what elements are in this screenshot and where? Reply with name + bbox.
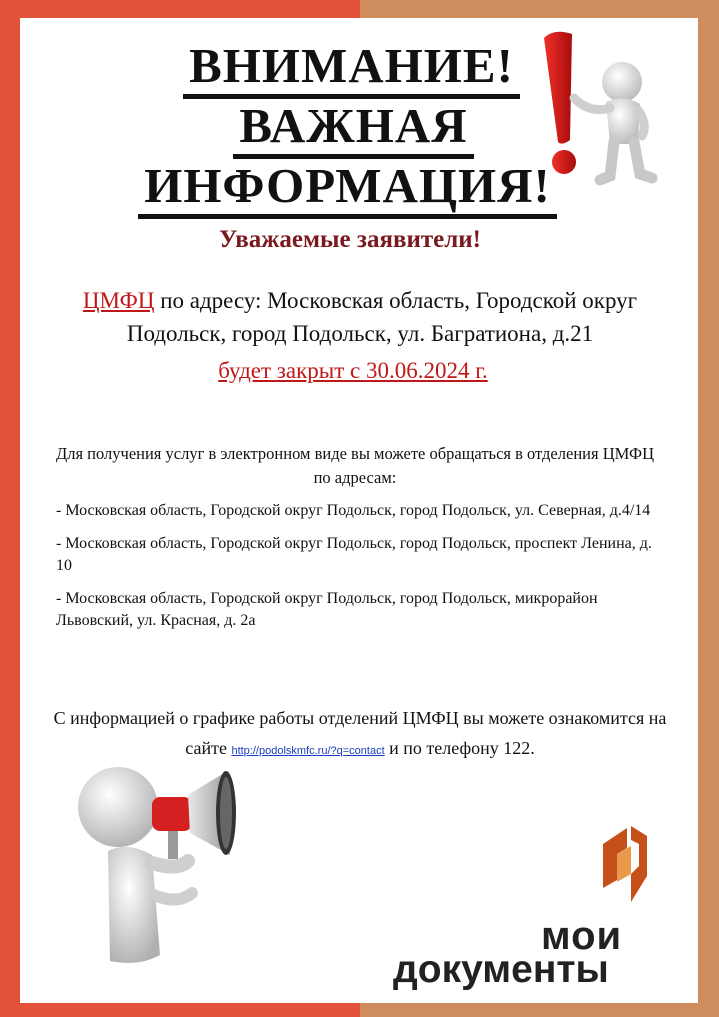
logo-text-moi: мои: [541, 914, 623, 958]
exclamation-figure-icon: [540, 24, 670, 194]
brand-mark-icon: [597, 824, 653, 904]
headline-text-3: ИНФОРМАЦИЯ!: [138, 160, 557, 219]
address-text: по адресу: Московская область, Городской округ Подольск, город Подольск, ул. Багратиона, д.21: [126, 288, 638, 346]
headline-text-2: ВАЖНАЯ: [233, 100, 473, 159]
list-item: - Московская область, Городской округ Подольск, город Подольск, ул. Северная, д.4/14: [56, 502, 651, 519]
contact-phone-text: и по телефону 122.: [384, 738, 535, 758]
org-name: ЦМФЦ: [82, 288, 155, 313]
contact-text: С информацией о графике работы отделений ЦМФЦ вы можете ознакомится на сайте: [53, 708, 667, 758]
megaphone-figure-icon: [68, 755, 258, 1000]
contact-link[interactable]: http://podolskmfc.ru/?q=contact: [231, 745, 385, 757]
closure-notice: [0, 358, 706, 384]
greeting: Уважаемые заявители!: [218, 226, 482, 253]
headline-text-1: ВНИМАНИЕ!: [183, 40, 520, 99]
list-item: - Московская область, Городской округ Подольск, город Подольск, микрорайон Львовский, ул. Красная, д. 2а: [56, 590, 598, 629]
list-item: - Московская область, Городской округ Подольск, город Подольск, проспект Ленина, д. 10: [56, 535, 652, 574]
closing-office-address: [40, 284, 680, 350]
closure-text: будет закрыт с 30.06.2024 г.: [218, 358, 488, 383]
logo-text-dokumenty: документы: [393, 948, 609, 991]
alternative-offices-intro: Для получения услуг в электронном виде вы можете обращаться в отделения ЦМФЦ по адресам:: [55, 444, 655, 487]
moi-dokumenty-logo: [385, 824, 685, 994]
office-address-list: [56, 500, 656, 643]
